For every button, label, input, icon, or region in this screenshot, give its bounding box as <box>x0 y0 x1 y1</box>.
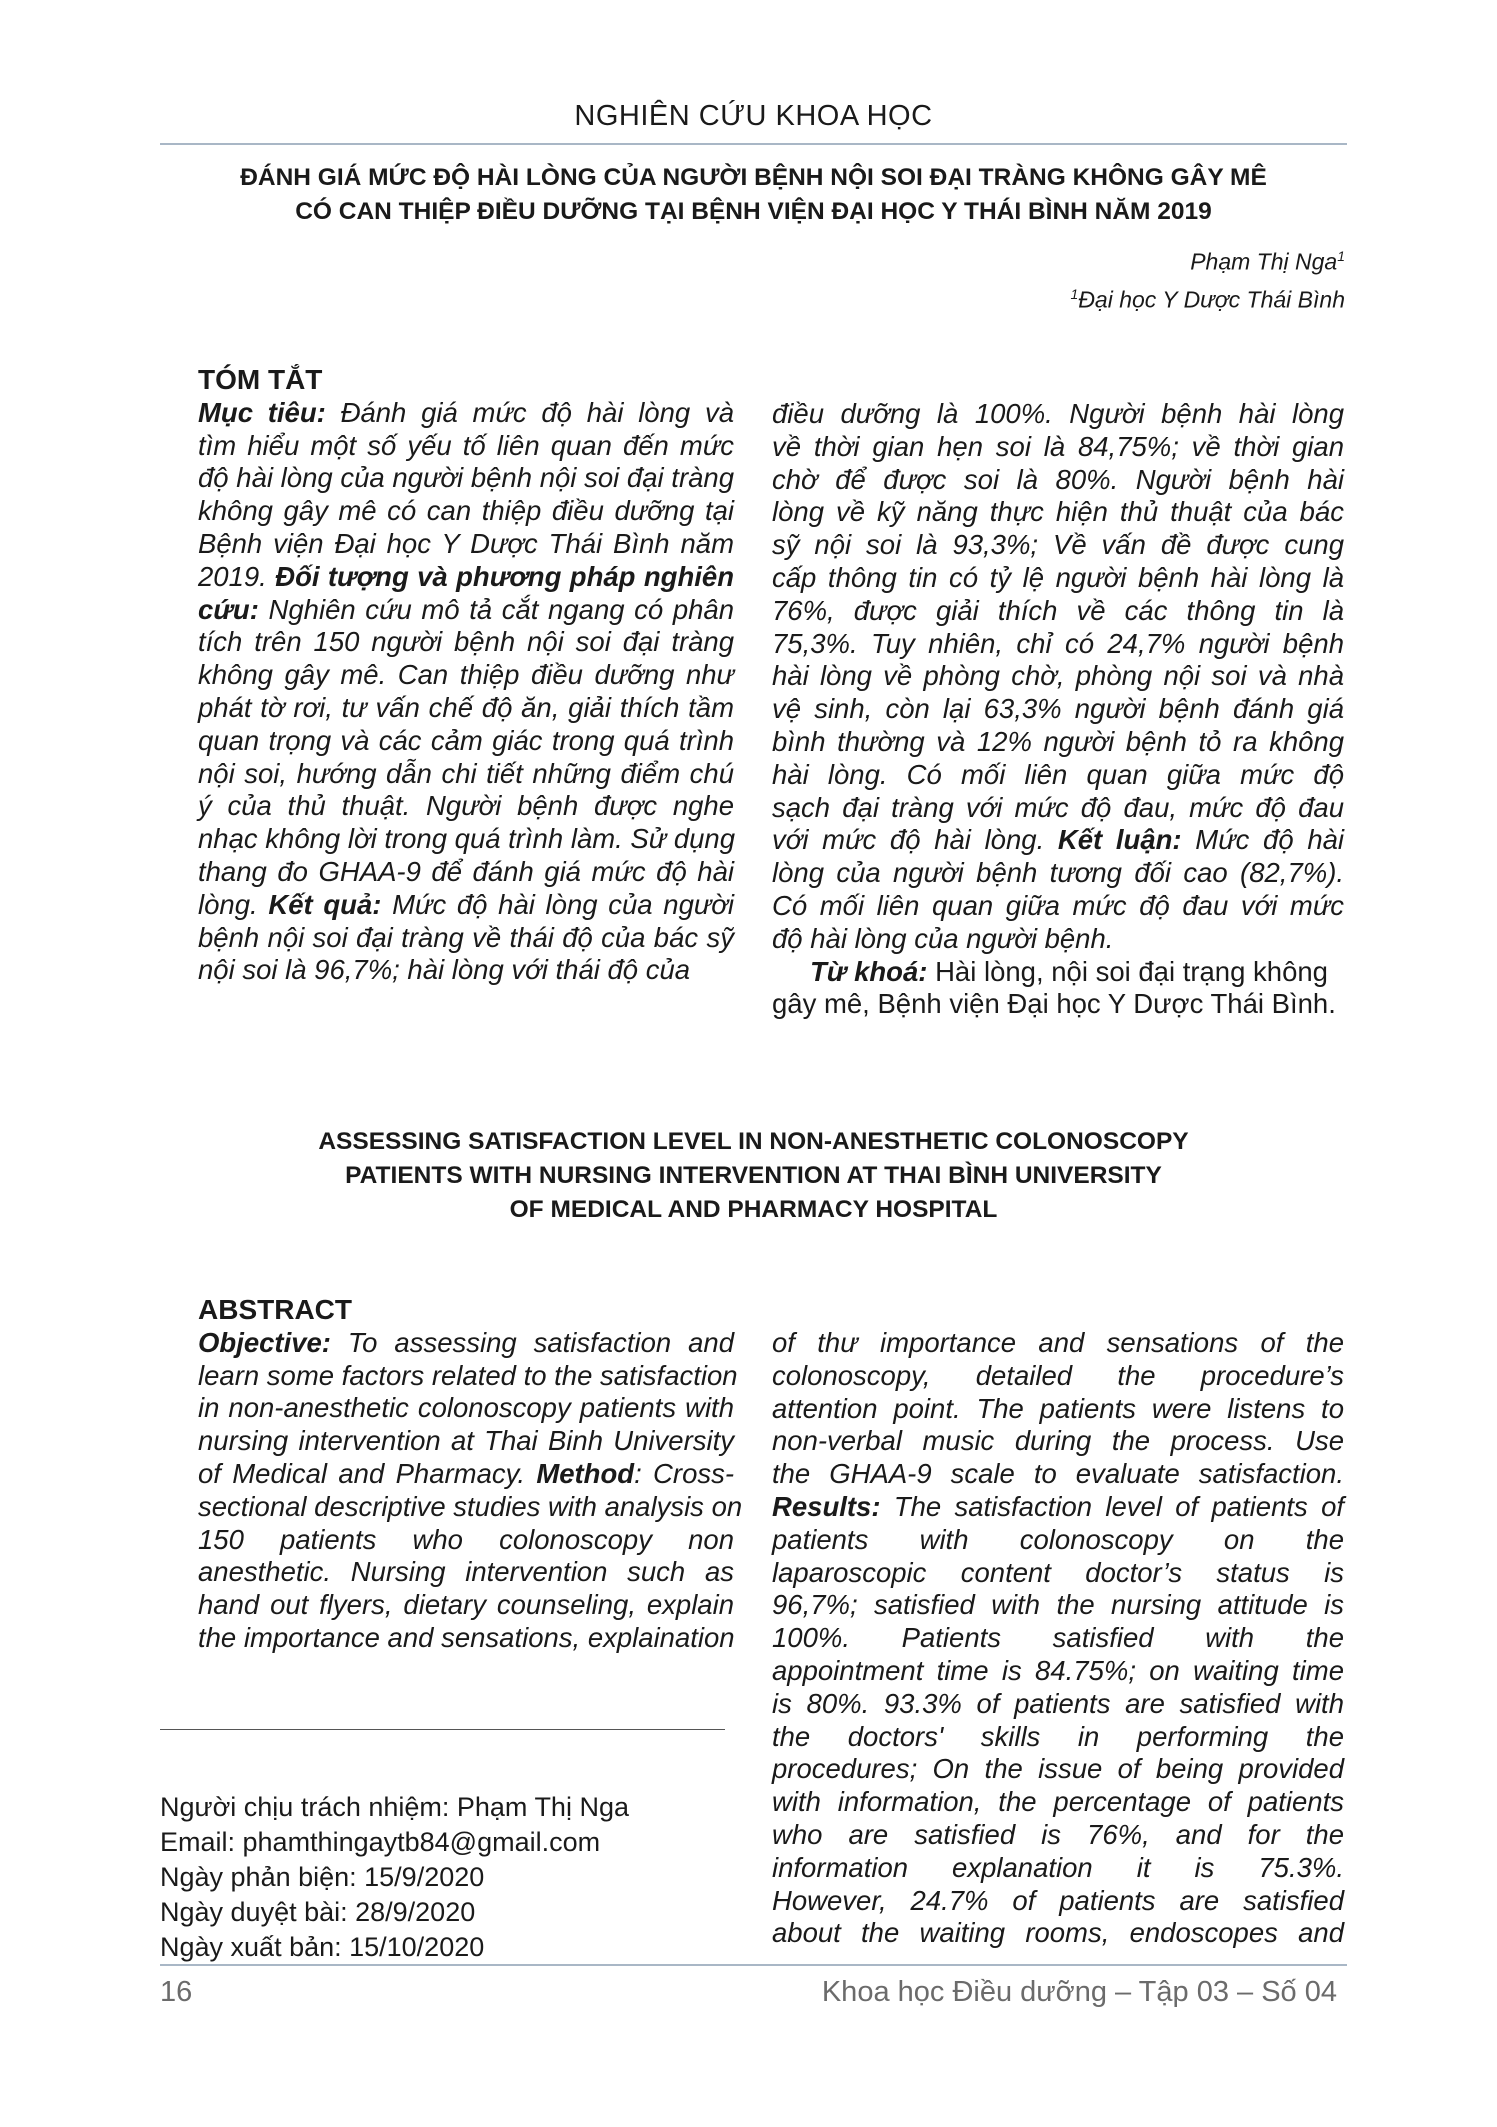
abstract-line: of Medical and Pharmacy. Method: Cross- <box>198 1457 735 1489</box>
abstract-line: cấp thông tin có tỷ lệ người bệnh hài lòng là <box>772 561 1344 593</box>
abstract-line: learn some factors related to the satisfaction <box>198 1359 738 1391</box>
abstract-line: in non-anesthetic colonoscopy patients with <box>198 1392 734 1424</box>
abstract-line: sectional descriptive studies with analysis on <box>198 1490 743 1522</box>
correspondence-footnote <box>160 1790 629 1965</box>
vn-title-line: CÓ CAN THIỆP ĐIỀU DƯỠNG TẠI BỆNH VIỆN ĐẠI HỌC Y THÁI BÌNH NĂM 2019 <box>295 198 1212 225</box>
journal-info: Khoa học Điều dưỡng – Tập 03 – Số 04 <box>821 1976 1337 2008</box>
en-abstract-left <box>198 1294 743 1655</box>
muc-tieu-label: Mục tiêu: <box>198 396 326 428</box>
abstract-line: không gây mê. Can thiệp điều dưỡng như <box>198 659 734 691</box>
page-number: 16 <box>160 1976 193 2008</box>
abstract-line: procedures; On the issue of being provided <box>772 1753 1344 1785</box>
abstract-line: không gây mê có can thiệp điều dưỡng tại <box>198 495 734 527</box>
abstract-line: cứu: Nghiên cứu mô tả cắt ngang có phân <box>198 593 734 625</box>
abstract-line: information explanation it is 75.3%. <box>772 1851 1344 1883</box>
results-label: Results: <box>772 1490 881 1522</box>
abstract-line: về thời gian hẹn soi là 84,75%; về thời gian <box>772 430 1344 462</box>
abstract-line: điều dưỡng là 100%. Người bệnh hài lòng <box>772 398 1344 429</box>
author-block <box>1071 240 1346 315</box>
abstract-line: about the waiting rooms, endoscopes and <box>772 1917 1344 1949</box>
method-label: Method <box>536 1457 635 1489</box>
abstract-line: appointment time is 84.75%; on waiting time <box>772 1654 1344 1686</box>
abstract-line: non-verbal music during the process. Use <box>772 1425 1344 1457</box>
abstract-line: the doctors' skills in performing the <box>772 1720 1344 1752</box>
abstract-line: However, 24.7% of patients are satisfied <box>772 1884 1344 1916</box>
abstract-line: patients with colonoscopy on the <box>772 1523 1344 1555</box>
abstract-line: lòng. Kết quả: Mức độ hài lòng của người <box>198 888 735 920</box>
abstract-line: attention point. The patients were listens to <box>772 1392 1344 1424</box>
abstract-line: 150 patients who colonoscopy non <box>198 1523 734 1555</box>
footer-rule <box>160 1964 1347 1966</box>
vn-abstract-right <box>772 398 1344 1021</box>
abstract-line: of thư importance and sensations of the <box>772 1327 1344 1358</box>
en-abstract-right <box>772 1327 1344 1950</box>
vietnamese-title <box>160 161 1347 229</box>
cuu-label: cứu: <box>198 593 259 625</box>
doi-tuong-label: Đối tượng và phương pháp nghiên <box>275 560 734 592</box>
ket-qua-label: Kết quả: <box>268 888 382 920</box>
abstract-line: Objective: To assessing satisfaction and <box>198 1326 734 1358</box>
abstract-line: 96,7%; satisfied with the nursing attitude is <box>772 1589 1344 1621</box>
ket-luan-label: Kết luận: <box>1057 824 1182 856</box>
abstract-line: 76%, được giải thích về các thông tin là <box>772 594 1344 626</box>
abstract-line: tìm hiểu một số yếu tố liên quan đến mức <box>198 429 734 461</box>
abstract-line: colonoscopy, detailed the procedure’s <box>772 1359 1344 1391</box>
abstract-line: with information, the percentage of patients <box>772 1786 1344 1818</box>
footnote-line: Người chịu trách nhiệm: Phạm Thị Nga <box>160 1792 629 1822</box>
abstract-line: anesthetic. Nursing intervention such as <box>198 1556 734 1588</box>
abstract-line: the GHAA-9 scale to evaluate satisfaction. <box>772 1458 1344 1490</box>
abstract-line: độ hài lòng của người bệnh. <box>772 922 1114 954</box>
abstract-line: who are satisfied is 76%, and for the <box>772 1818 1344 1850</box>
keywords-line: gây mê, Bệnh viện Đại học Y Dược Thái Bình. <box>772 988 1336 1020</box>
abstract-line: ý của thủ thuật. Người bệnh được nghe <box>198 790 734 822</box>
abstract-line: lòng của người bệnh tương đối cao (82,7%). <box>772 857 1344 889</box>
footnote-line: Ngày phản biện: 15/9/2020 <box>160 1862 485 1892</box>
vn-title-line: ĐÁNH GIÁ MỨC ĐỘ HÀI LÒNG CỦA NGƯỜI BỆNH NỘI SOI ĐẠI TRÀNG KHÔNG GÂY MÊ <box>240 164 1267 191</box>
vn-abstract-left <box>198 364 734 987</box>
abstract-line: Bệnh viện Đại học Y Dược Thái Bình năm <box>198 527 734 559</box>
abstract-line: phát tờ rơi, tư vấn chế độ ăn, giải thích tầm <box>198 691 734 723</box>
en-title-line: ASSESSING SATISFACTION LEVEL IN NON-ANESTHETIC COLONOSCOPY <box>318 1128 1189 1155</box>
abstract-line: hài lòng. Có mối liên quan giữa mức độ <box>772 758 1344 790</box>
footnote-line: Ngày duyệt bài: 28/9/2020 <box>160 1897 476 1927</box>
author-sup: 1 <box>1337 248 1345 264</box>
abstract-line: tích trên 150 người bệnh nội soi đại tràng <box>198 626 734 658</box>
abstract-line: Results: The satisfaction level of patients of <box>772 1490 1345 1522</box>
abstract-line: 100%. Patients satisfied with the <box>772 1622 1344 1654</box>
abstract-line: sạch đại tràng với mức độ đau, mức độ đau <box>772 791 1344 823</box>
abstract-line: nursing intervention at Thai Binh University <box>198 1425 734 1457</box>
abstract-line: Mục tiêu: Đánh giá mức độ hài lòng và <box>198 396 734 428</box>
abstract-line: nội soi là 96,7%; hài lòng với thái độ của <box>198 954 691 986</box>
abstract-line: quan trọng và các cảm giác trong quá trình <box>198 724 734 756</box>
abstract-line: với mức độ hài lòng. Kết luận: Mức độ hài <box>772 824 1345 856</box>
keywords-line: Từ khoá: Hài lòng, nội soi đại trạng không <box>810 955 1328 987</box>
abstract-line: 2019. Đối tượng và phương pháp nghiên <box>198 560 734 592</box>
abstract-line: is 80%. 93.3% of patients are satisfied with <box>772 1687 1344 1719</box>
running-head: NGHIÊN CỨU KHOA HỌC <box>574 100 933 132</box>
author-affiliation: Đại học Y Dược Thái Bình <box>1078 286 1345 313</box>
abstract-line: vệ sinh, còn lại 63,3% người bệnh đánh giá <box>772 693 1344 725</box>
keywords-label: Từ khoá: <box>810 955 928 987</box>
author-name: Phạm Thị Nga <box>1190 248 1338 275</box>
abstract-line: độ hài lòng của người bệnh nội soi đại tràng <box>198 462 734 494</box>
abstract-line: sỹ nội soi là 93,3%; Về vấn đề được cung <box>772 529 1344 561</box>
abstract-line: bình thường và 12% người bệnh tỏ ra không <box>772 725 1344 757</box>
abstract-line: 75,3%. Tuy nhiên, chỉ có 24,7% người bệnh <box>772 627 1344 659</box>
abstract-line: laparoscopic content doctor’s status is <box>772 1556 1344 1588</box>
abstract-line: nội soi, hướng dẫn chi tiết những điểm chú <box>198 757 734 789</box>
footnote-rule <box>160 1729 725 1730</box>
en-title-line: PATIENTS WITH NURSING INTERVENTION AT THAI BÌNH UNIVERSITY <box>345 1162 1162 1189</box>
en-abstract-heading: ABSTRACT <box>198 1294 352 1325</box>
english-title <box>160 1125 1347 1227</box>
affiliation-sup: 1 <box>1070 285 1079 302</box>
abstract-line: thang đo GHAA-9 để đánh giá mức độ hài <box>198 855 734 887</box>
abstract-line: Có mối liên quan giữa mức độ đau với mức <box>772 889 1344 921</box>
header-rule <box>160 143 1347 145</box>
objective-label: Objective: <box>198 1326 331 1358</box>
en-title-line: OF MEDICAL AND PHARMACY HOSPITAL <box>509 1196 998 1223</box>
footnote-line: Ngày xuất bản: 15/10/2020 <box>160 1932 485 1962</box>
abstract-line: the importance and sensations, explaination <box>198 1621 735 1653</box>
abstract-line: nhạc không lời trong quá trình làm. Sử dụng <box>198 823 736 855</box>
vn-abstract-heading: TÓM TẮT <box>198 364 323 395</box>
footnote-email: Email: phamthingaytb84@gmail.com <box>160 1827 601 1857</box>
abstract-line: hài lòng về phòng chờ, phòng nội soi và nhà <box>772 660 1344 692</box>
abstract-line: bệnh nội soi đại tràng về thái độ của bác sỹ <box>198 921 734 953</box>
abstract-line: hand out flyers, dietary counseling, explain <box>198 1589 734 1621</box>
abstract-line: lòng về kỹ năng thực hiện thủ thuật của bác <box>772 496 1344 528</box>
abstract-line: chờ để được soi là 80%. Người bệnh hài <box>772 463 1344 495</box>
